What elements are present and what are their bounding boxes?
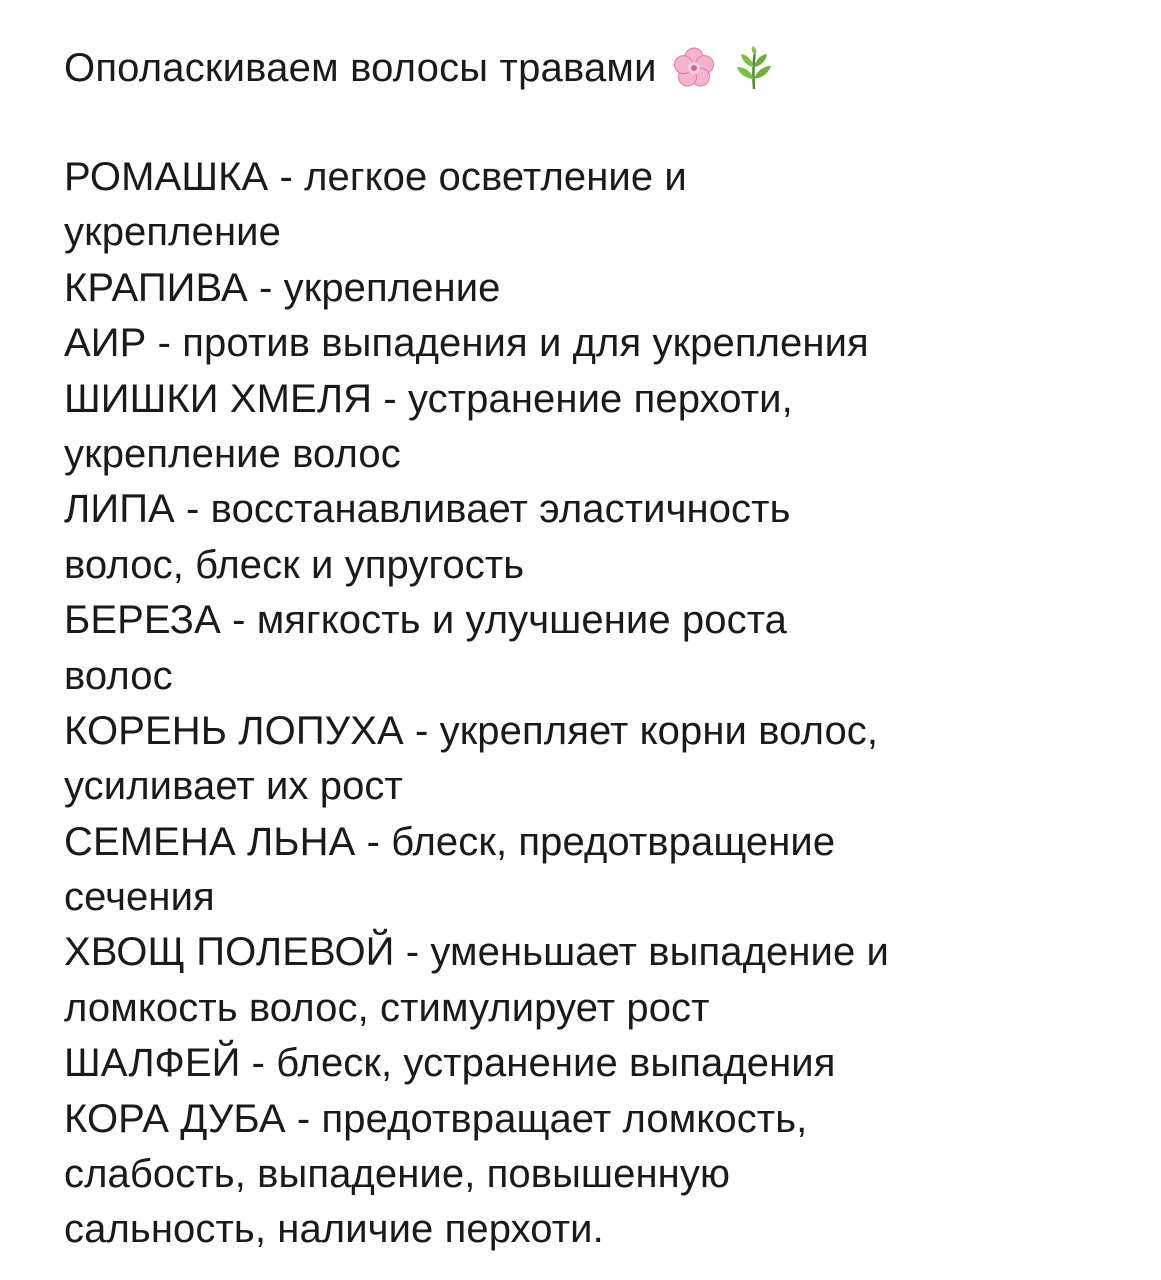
text-line: ХВОЩ ПОЛЕВОЙ - уменьшает выпадение и <box>64 930 890 975</box>
post-title-row <box>64 38 1124 98</box>
text-line: сальность, наличие перхоти. <box>64 1207 604 1252</box>
text-line: КОРА ДУБА - предотвращает ломкость, <box>64 1096 808 1141</box>
text-line: СЕМЕНА ЛЬНА - блеск, предотвращение <box>64 819 836 864</box>
text-line: волос, блеск и упругость <box>64 542 525 587</box>
text-line: волос <box>64 653 173 698</box>
text-line: ШИШКИ ХМЕЛЯ - устранение перхоти, <box>64 376 793 421</box>
herb-icon <box>731 45 777 91</box>
cherry-blossom-icon <box>671 45 717 91</box>
text-line: РОМАШКА - легкое осветление и <box>64 155 687 199</box>
text-line: АИР - против выпадения и для укрепления <box>64 321 869 366</box>
post-content <box>64 38 1124 1258</box>
text-line: КРАПИВА - укрепление <box>64 265 501 310</box>
text-line: укрепление <box>64 210 281 255</box>
text-line: БЕРЕЗА - мягкость и улучшение роста <box>64 598 788 643</box>
post-title: Ополаскиваем волосы травами <box>64 45 657 90</box>
text-line: КОРЕНЬ ЛОПУХА - укрепляет корни волос, <box>64 708 879 753</box>
text-line: слабость, выпадение, повышенную <box>64 1152 731 1197</box>
herb-list <box>64 150 1124 1258</box>
text-line: ЛИПА - восстанавливает эластичность <box>64 487 791 532</box>
text-line: ломкость волос, стимулирует рост <box>64 985 710 1030</box>
text-line: ШАЛФЕЙ - блеск, устранение выпадения <box>64 1041 836 1086</box>
text-line: сечения <box>64 875 215 920</box>
text-line: усиливает их рост <box>64 764 403 809</box>
text-line: укрепление волос <box>64 431 401 476</box>
